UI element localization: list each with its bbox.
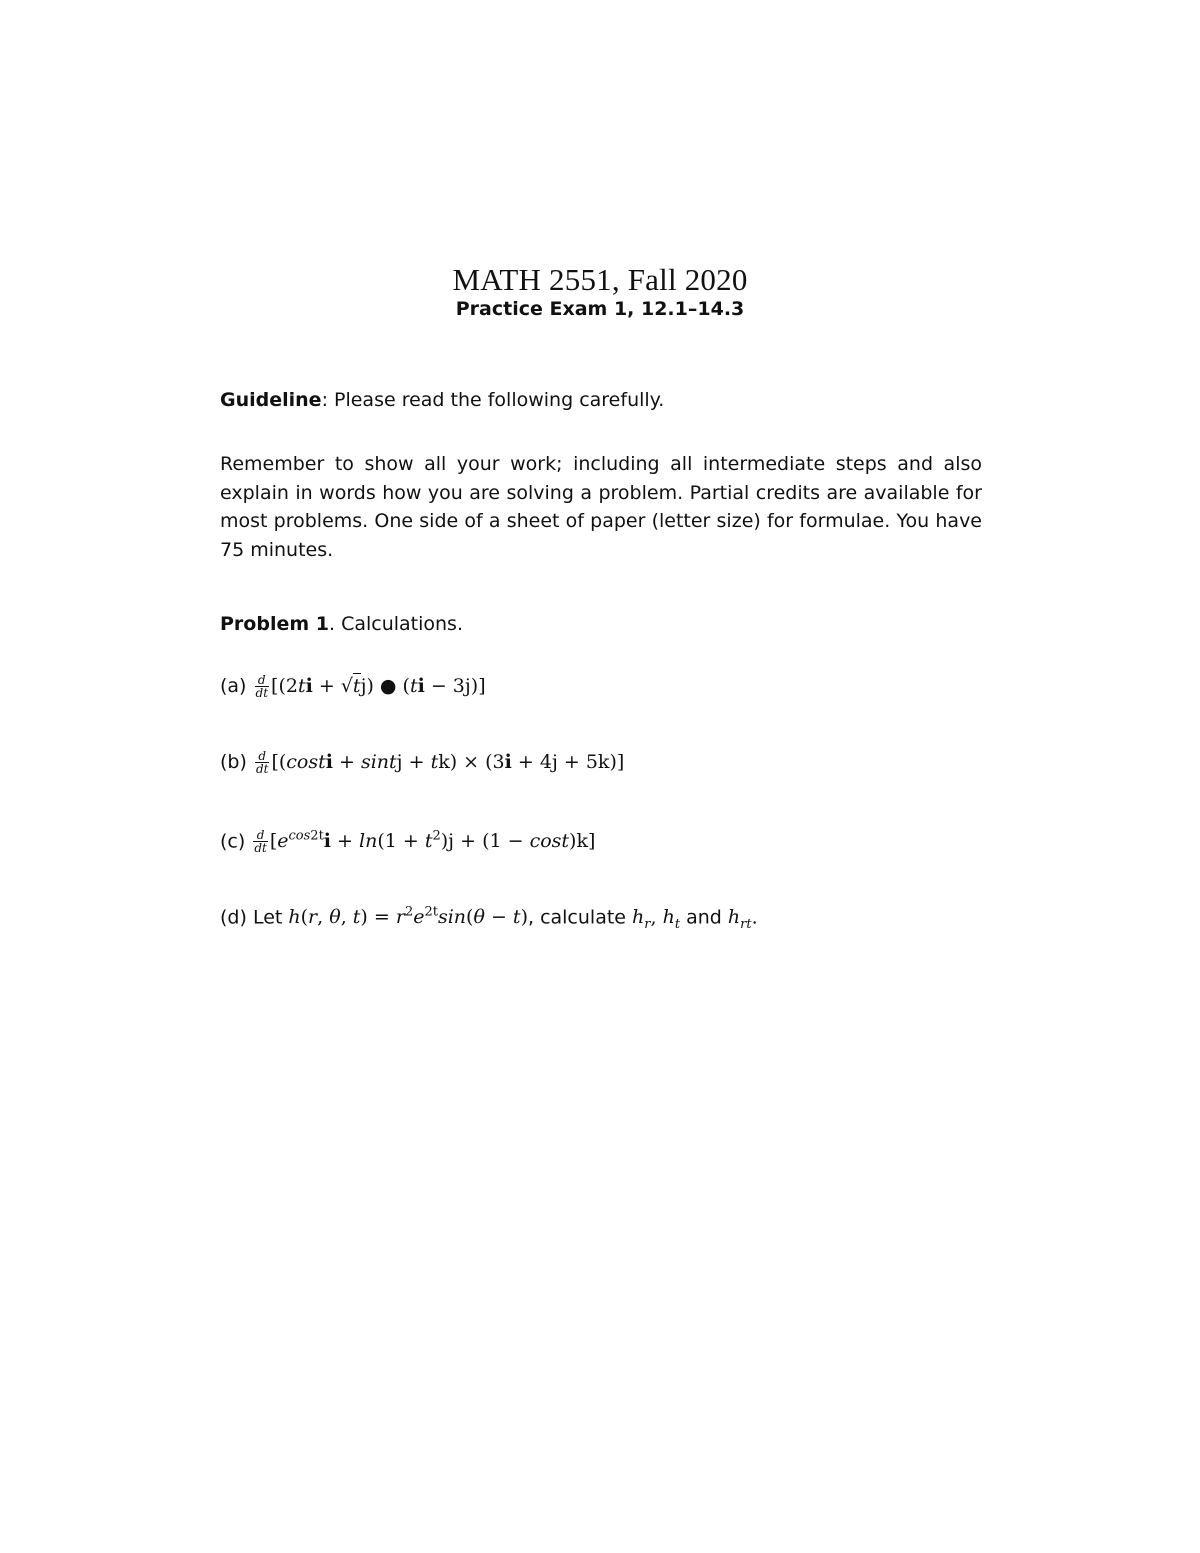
guideline-text: : Please read the following carefully.: [321, 389, 665, 411]
item-a-label: (a): [220, 675, 247, 697]
page-title: MATH 2551, Fall 2020: [452, 262, 748, 297]
problem-1-heading: [220, 610, 982, 639]
guideline-label: Guideline: [220, 389, 322, 411]
item-c-label: (c): [220, 830, 246, 853]
partial-h-t: $h_t$: [662, 906, 681, 933]
problem-1-title: . Calculations.: [328, 613, 463, 635]
item-d-let: Let: [252, 906, 283, 929]
problem-item-d: (d) Let h(r, θ, $t) = r^2e^{2t}\sin(\theta - t)$, calculate $h_r$, $h_t$ and $h_{rt}$.: [220, 905, 758, 933]
problem-item-b: [220, 748, 982, 777]
item-c-formula: $\frac{d}{dt}$ $[e^{cos2t}i + \ln(1 + t^2)j + (1 - \cos t)k]$: [254, 828, 596, 856]
item-a-formula: $\frac{d}{dt}$ [(2ti + √tj) ● (ti − 3j)]: [255, 673, 486, 700]
partial-h-rt: $h_{rt}$: [727, 906, 752, 933]
problem-item-a: [220, 672, 982, 701]
item-b-formula: $\frac{d}{dt}$ [(costi + sintj + tk) × (3i + 4j + 5k)]: [255, 749, 625, 776]
item-b-label: (b): [220, 751, 247, 773]
guideline-paragraph: [220, 386, 982, 415]
item-d-formula: h(r, θ, $t) = r^2e^{2t}\sin(\theta - t)$: [288, 905, 528, 929]
page-subtitle: Practice Exam 1, 12.1–14.3: [455, 298, 745, 320]
item-d-and: and: [686, 906, 722, 929]
item-d-label: (d): [220, 906, 247, 929]
problem-item-c: [220, 823, 982, 856]
derivative-operator: $\frac{d}{dt}$: [255, 749, 269, 776]
instructions-paragraph: Remember to show all your work; including all intermediate steps and also explain in words how you are solving a problem. Partial credits are available for most problems. One side of a sheet of paper (letter size) for formulae. You have 75 minutes.: [220, 453, 982, 561]
derivative-operator: $\frac{d}{dt}$: [254, 828, 267, 856]
derivative-operator: $\frac{d}{dt}$: [255, 673, 269, 700]
partial-h-r: $h_r$: [632, 906, 651, 933]
problem-1-label: Problem 1: [220, 613, 329, 635]
item-d-calculate: , calculate: [527, 906, 626, 929]
